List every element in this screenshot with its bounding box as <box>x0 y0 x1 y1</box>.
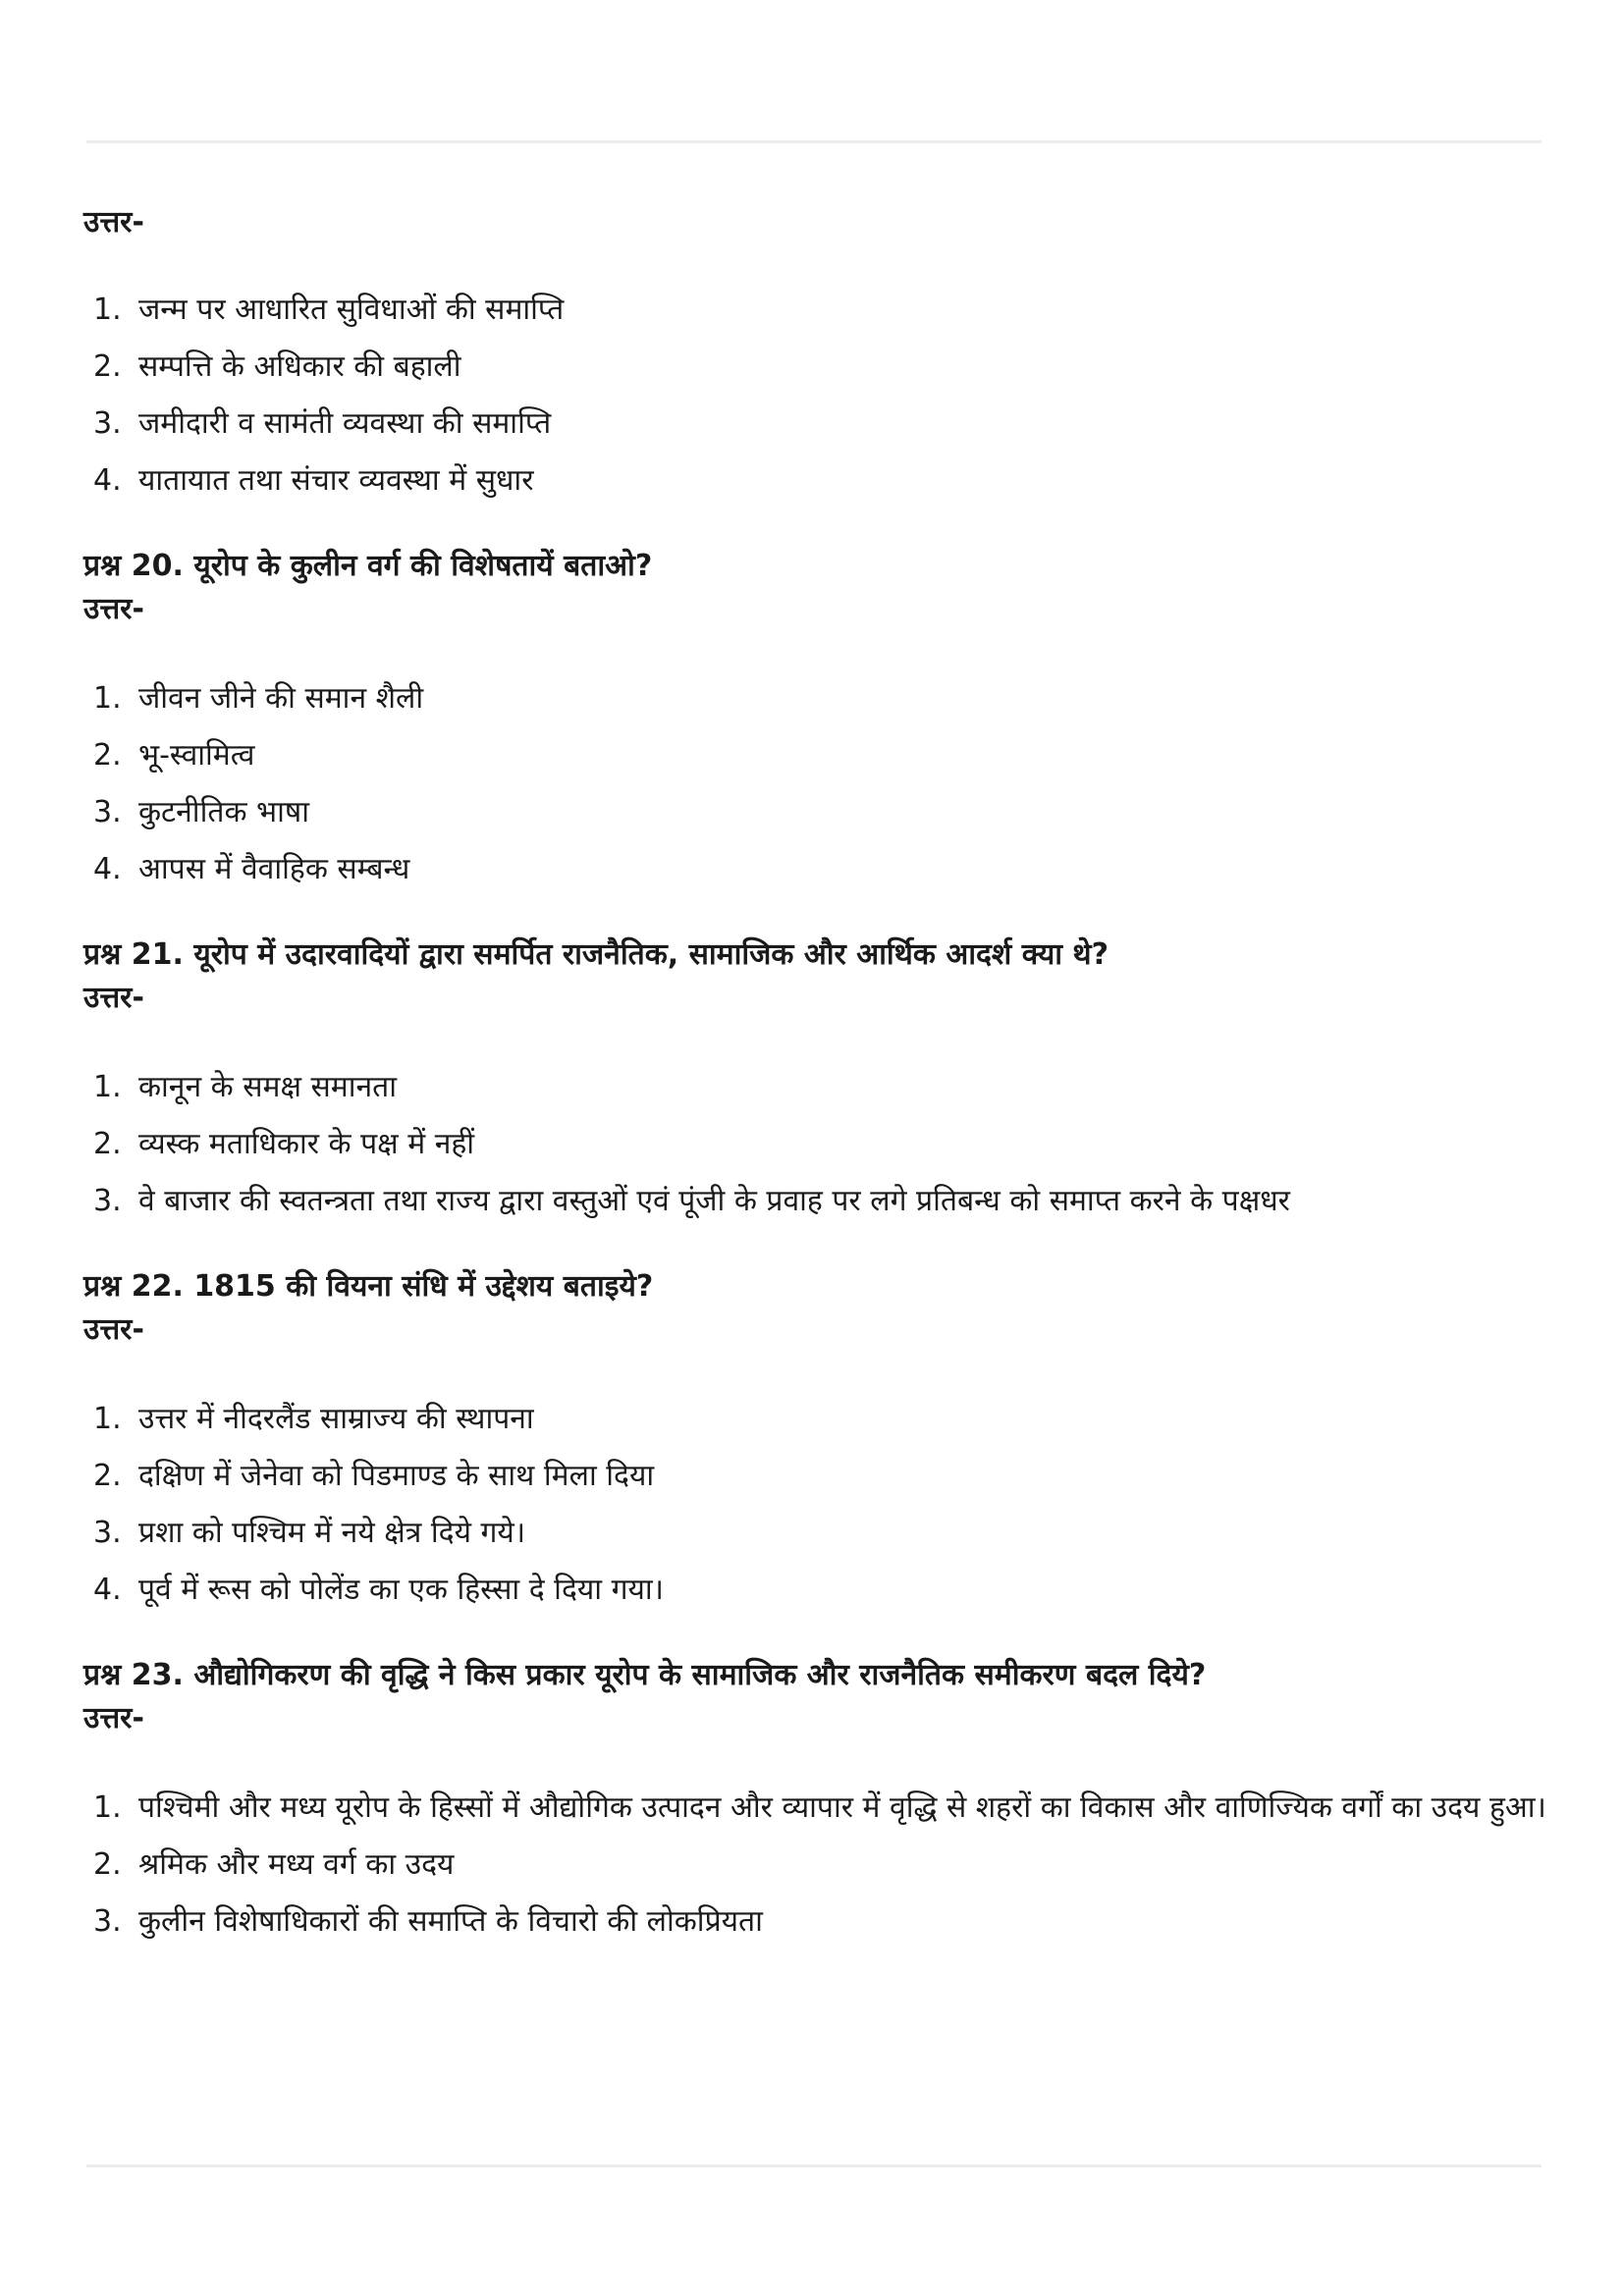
item-number: 4. <box>93 852 122 886</box>
item-number: 3. <box>93 795 122 829</box>
list-item <box>83 1837 1546 1894</box>
answer-label: उत्तर- <box>83 205 144 240</box>
answer-list <box>83 282 1546 509</box>
item-text: प्रशा को पश्चिम में नये क्षेत्र दिये गये। <box>138 1516 526 1550</box>
list-item <box>83 1448 1546 1505</box>
item-text: पूर्व में रूस को पोलेंड का एक हिस्सा दे दिया गया। <box>138 1573 665 1607</box>
question-title: प्रश्न 22. 1815 की वियना संधि में उद्देशय बताइये? <box>83 1269 654 1304</box>
list-item <box>83 1059 1546 1116</box>
item-number: 1. <box>93 1070 122 1104</box>
item-text: यातायात तथा संचार व्यवस्था में सुधार <box>138 463 534 498</box>
answer-section-continued <box>83 201 1546 509</box>
list-item <box>83 1562 1546 1619</box>
list-item <box>83 1894 1546 1950</box>
page-content <box>83 201 1546 1986</box>
item-text: पश्चिमी और मध्य यूरोप के हिस्सों में औद्योगिक उत्पादन और व्यापार में वृद्धि से शहरों का विकास और वाणिज्यिक वर्गों का उदय हुआ। <box>138 1790 1546 1825</box>
question-section-21 <box>83 934 1546 1230</box>
item-text: श्रमिक और मध्य वर्ग का उदय <box>138 1847 455 1882</box>
item-text: दक्षिण में जेनेवा को पिडमाण्ड के साथ मिला दिया <box>138 1459 655 1493</box>
list-item <box>83 1780 1546 1837</box>
list-item <box>83 1505 1546 1562</box>
answer-label: उत्तर- <box>83 592 144 626</box>
top-divider <box>86 140 1542 143</box>
item-text: उत्तर में नीदरलैंड साम्राज्य की स्थापना <box>138 1402 534 1436</box>
item-number: 1. <box>93 681 122 716</box>
item-text: कुलीन विशेषाधिकारों की समाप्ति के विचारो की लोकप्रियता <box>138 1904 763 1939</box>
item-number: 2. <box>93 1127 122 1161</box>
item-text: भू-स्वामित्व <box>138 738 255 773</box>
item-number: 2. <box>93 1847 122 1882</box>
item-number: 1. <box>93 293 122 327</box>
list-item <box>83 339 1546 396</box>
item-text: जन्म पर आधारित सुविधाओं की समाप्ति <box>138 293 565 327</box>
answer-list <box>83 1059 1546 1230</box>
item-number: 2. <box>93 1459 122 1493</box>
item-text: व्यस्क मताधिकार के पक्ष में नहीं <box>138 1127 475 1161</box>
item-number: 4. <box>93 463 122 498</box>
list-item <box>83 1116 1546 1173</box>
question-section-20 <box>83 545 1546 898</box>
item-number: 3. <box>93 1516 122 1550</box>
answer-list <box>83 1780 1546 1950</box>
question-section-23 <box>83 1654 1546 1950</box>
answer-label: उत्तर- <box>83 981 144 1015</box>
bottom-divider <box>86 2164 1542 2167</box>
item-text: जीवन जीने की समान शैली <box>138 681 424 716</box>
answer-list <box>83 670 1546 898</box>
list-item <box>83 841 1546 898</box>
question-section-22 <box>83 1265 1546 1619</box>
item-text: कुटनीतिक भाषा <box>138 795 309 829</box>
list-item <box>83 784 1546 841</box>
item-text: कानून के समक्ष समानता <box>138 1070 397 1104</box>
item-text: वे बाजार की स्वतन्त्रता तथा राज्य द्वारा वस्तुओं एवं पूंजी के प्रवाह पर लगे प्रतिबन्ध को समाप्त करने के पक्षधर <box>138 1184 1290 1218</box>
item-number: 3. <box>93 406 122 441</box>
answer-label: उत्तर- <box>83 1312 144 1347</box>
item-number: 1. <box>93 1790 122 1825</box>
item-text: सम्पत्ति के अधिकार की बहाली <box>138 349 461 384</box>
list-item <box>83 1173 1546 1230</box>
answer-label: उत्तर- <box>83 1701 144 1735</box>
list-item <box>83 727 1546 784</box>
item-number: 2. <box>93 738 122 773</box>
list-item <box>83 1391 1546 1448</box>
item-text: आपस में वैवाहिक सम्बन्ध <box>138 852 410 886</box>
question-title: प्रश्न 21. यूरोप में उदारवादियों द्वारा समर्पित राजनैतिक, सामाजिक और आर्थिक आदर्श क्या थे? <box>83 937 1109 972</box>
list-item <box>83 396 1546 453</box>
list-item <box>83 670 1546 727</box>
item-number: 2. <box>93 349 122 384</box>
item-number: 3. <box>93 1184 122 1218</box>
item-number: 3. <box>93 1904 122 1939</box>
question-title: प्रश्न 20. यूरोप के कुलीन वर्ग की विशेषतायें बताओ? <box>83 549 653 583</box>
answer-list <box>83 1391 1546 1619</box>
item-number: 4. <box>93 1573 122 1607</box>
item-text: जमीदारी व सामंती व्यवस्था की समाप्ति <box>138 406 552 441</box>
item-number: 1. <box>93 1402 122 1436</box>
list-item <box>83 453 1546 509</box>
question-title: प्रश्न 23. औद्योगिकरण की वृद्धि ने किस प्रकार यूरोप के सामाजिक और राजनैतिक समीकरण बदल दिये? <box>83 1658 1207 1692</box>
list-item <box>83 282 1546 339</box>
